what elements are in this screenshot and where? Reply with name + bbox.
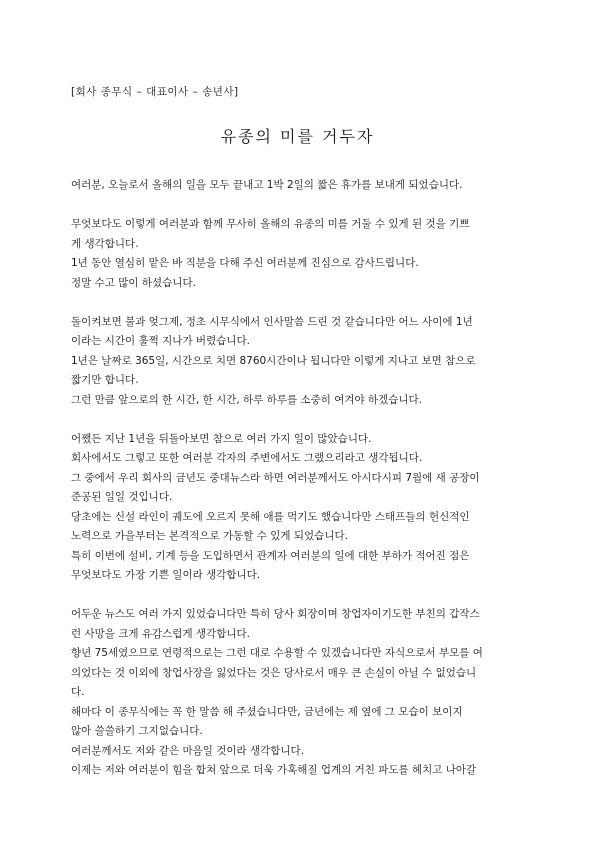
text-line: 무엇보다도 이렇게 여러분과 함께 무사히 올해의 유종의 미를 거둘 수 있게 된 것을 기쁘 [71, 218, 470, 230]
paragraph [71, 605, 527, 781]
text-line: 여러분, 오늘로서 올해의 일을 모두 끝내고 1박 2일의 짧은 휴가를 보내게 되었습니다. [71, 179, 463, 191]
paragraph [71, 430, 527, 586]
text-line: 의었다는 것 이외에 창업사장을 잃었다는 것은 당사로서 매우 큰 손실이 아닐 수 없었습니 [71, 666, 477, 679]
text-line: 회사에서도 그렇고 또한 여러분 각자의 주변에서도 그랬으리라고 생각됩니다. [71, 452, 423, 464]
document-body [71, 176, 527, 800]
text-line: 무엇보다도 가장 기쁜 일이라 생각합니다. [71, 569, 261, 581]
text-line: 1년은 날짜로 365일, 시간으로 치면 8760시간이나 됩니다만 이렇게 지나고 보면 참으로 [71, 354, 476, 367]
text-line: 해마다 이 종무식에는 꼭 한 말씀 해 주셨습니다만, 금년에는 제 옆에 그 모습이 보이지 [71, 705, 463, 718]
text-line: 정말 수고 많이 하셨습니다. [71, 276, 196, 289]
text-line: 당초에는 신설 라인이 궤도에 오르지 못해 애를 먹기도 했습니다만 스태프들의 헌신적인 [71, 510, 470, 523]
text-line: 그런 만큼 앞으로의 한 시간, 한 시간, 하루 하루를 소중히 여겨야 하겠습니다. [71, 393, 423, 406]
text-line: 어두운 뉴스도 여러 가지 있었습니다만 특히 당사 회장이며 창업자이기도한 부친의 갑작스 [71, 608, 480, 620]
text-line: 특히 이번에 설비, 기계 등을 도입하면서 관계자 여러분의 일에 대한 부하가 적어진 점은 [71, 549, 470, 562]
text-line: 런 사망을 크게 유감스럽게 생각합니다. [71, 627, 250, 640]
paragraph [71, 215, 527, 293]
text-line: 이라는 시간이 훌쩍 지나가 버렸습니다. [71, 335, 250, 347]
paragraph [71, 313, 527, 411]
text-line: 1년 동안 열심히 맡은 바 직분을 다해 주신 여러분께 진심으로 감사드립니다. [71, 257, 419, 269]
text-line: 돌이켜보면 불과 엊그제, 정초 시무식에서 인사말씀 드린 것 같습니다만 어느 사이에 1년 [71, 315, 473, 328]
text-line: 그 중에서 우리 회사의 금년도 중대뉴스라 하면 여러분께서도 아시다시피 7월에 새 공장이 [71, 471, 480, 484]
text-line: 여러분께서도 저와 같은 마음일 것이라 생각합니다. [71, 744, 305, 757]
text-line: 어쨌든 지난 1년을 뒤돌아보면 참으로 여러 가지 일이 많았습니다. [71, 432, 372, 445]
text-line: 노력으로 가을부터는 본격적으로 가동할 수 있게 되었습니다. [71, 530, 348, 542]
text-line: 않아 쓸쓸하기 그지없습니다. [71, 725, 203, 737]
text-line: 다. [71, 686, 85, 698]
text-line: 준공된 일일 것입니다. [71, 491, 173, 503]
text-line: 이제는 저와 여러분이 힘을 합쳐 앞으로 더욱 가혹해질 업계의 거친 파도를 헤치고 나아갈 [71, 764, 477, 776]
text-line: 짧기만 합니다. [71, 374, 139, 386]
document-title: 유종의 미를 거두자 [220, 127, 375, 146]
text-line: 향년 75세였으므로 연령적으로는 그런 대로 수용할 수 있겠습니다만 자식으로서 부모를 여 [71, 647, 483, 659]
text-line: 게 생각합니다. [71, 237, 139, 250]
document-header: [회사 종무식 – 대표이사 – 송년사] [71, 86, 239, 98]
paragraph [71, 176, 527, 196]
